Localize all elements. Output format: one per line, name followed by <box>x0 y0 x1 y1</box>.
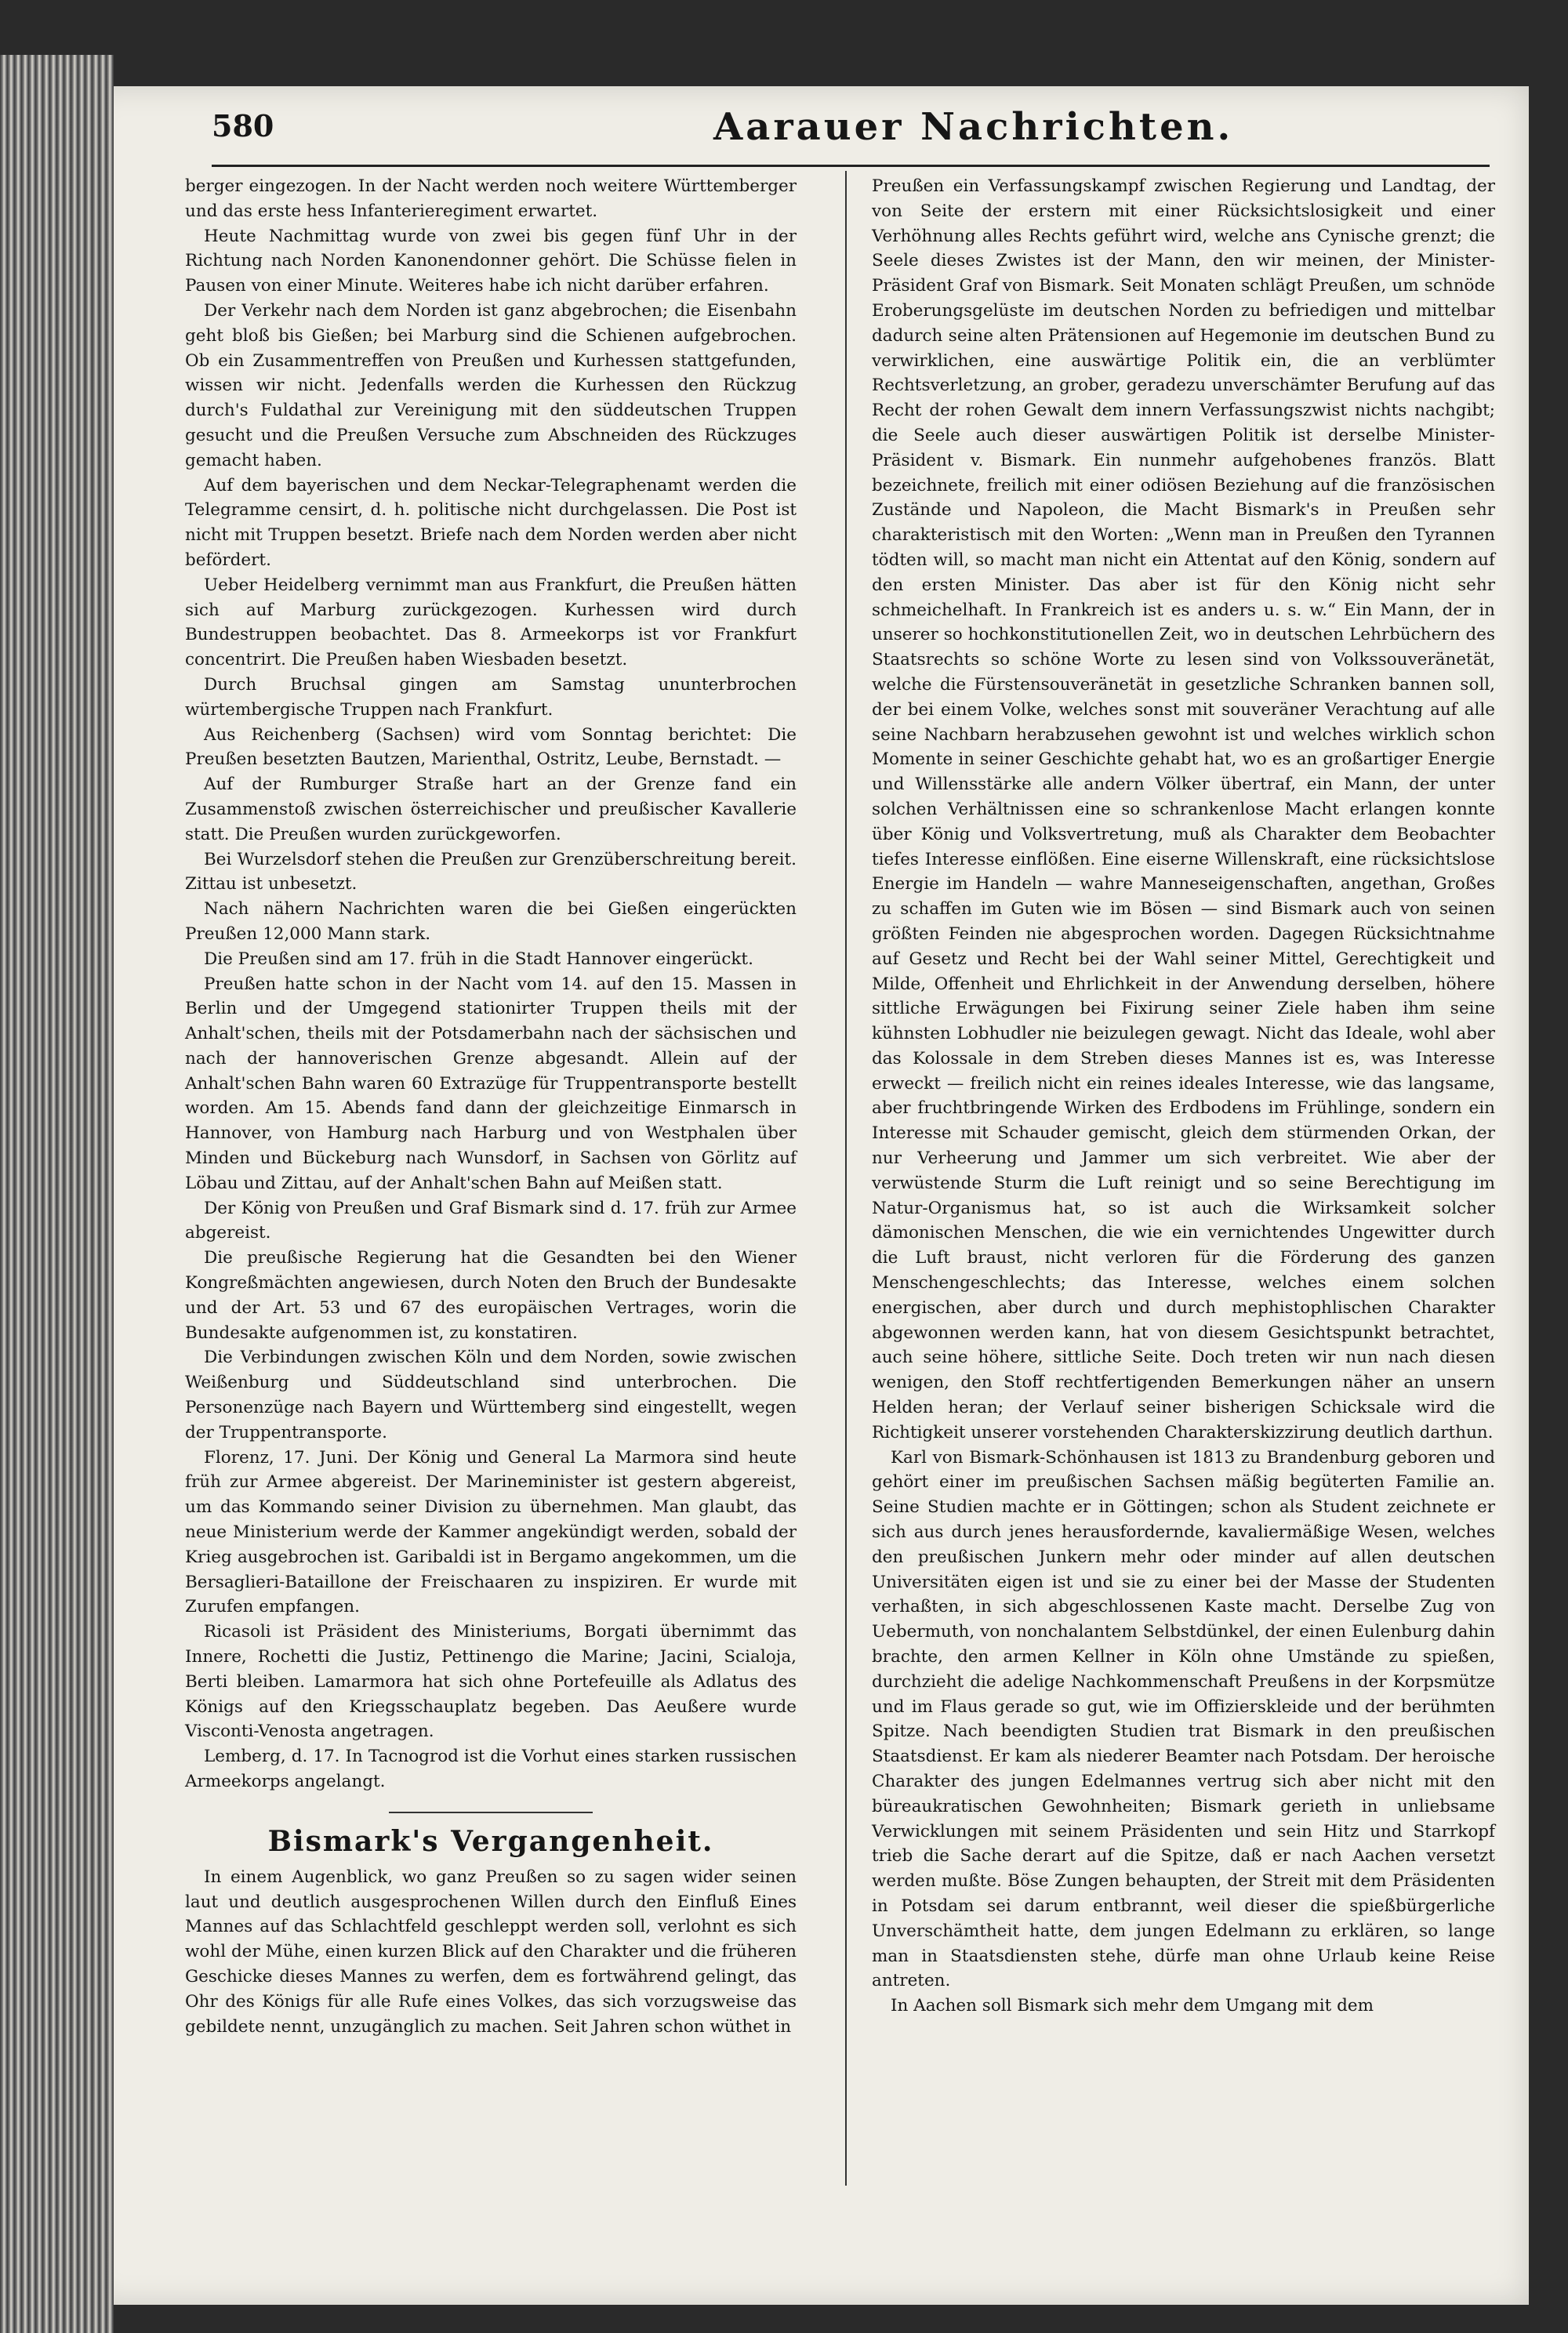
article-paragraph: Lemberg, d. 17. In Tacnogrod ist die Vorhut eines starken russischen Armeekorps angelangt. <box>185 1747 797 1791</box>
page-number: 580 <box>212 108 274 143</box>
article-paragraph: Auf dem bayerischen und dem Neckar-Telegraphenamt werden die Telegramme censirt, d. h. politische nicht durchgelassen. Die Post ist nicht mit Truppen besetzt. Briefe nach dem Norden werden aber nicht befördert. <box>185 475 797 570</box>
column-divider <box>845 171 847 2186</box>
article-paragraph: berger eingezogen. In der Nacht werden noch weitere Württemberger und das erste hess Infanterieregiment erwartet. <box>185 176 797 221</box>
article-paragraph: Durch Bruchsal gingen am Samstag ununterbrochen würtembergische Truppen nach Frankfurt. <box>185 674 797 720</box>
section-title: Bismark's Vergangenheit. <box>267 1824 714 1858</box>
article-paragraph: Die Verbindungen zwischen Köln und dem Norden, sowie zwischen Weißenburg und Süddeutschland sind unterbrochen. Die Personenzüge nach Bayern und Württemberg sind eingestellt, wegen der Truppentransporte. <box>185 1348 797 1442</box>
article-paragraph: Die preußische Regierung hat die Gesandten bei den Wiener Kongreßmächten angewiesen, durch Noten den Bruch der Bundesakte und der Art. 53 und 67 des europäischen Vertrages, worin die Bundesakte aufgenommen ist, zu konstatiren. <box>185 1248 797 1343</box>
article-paragraph: Nach nähern Nachrichten waren die bei Gießen eingerückten Preußen 12,000 Mann stark. <box>185 899 797 944</box>
article-paragraph: Der König von Preußen und Graf Bismark sind d. 17. früh zur Armee abgereist. <box>185 1198 797 1243</box>
article-paragraph: Die Preußen sind am 17. früh in die Stadt Hannover eingerückt. <box>204 949 753 969</box>
page-header <box>212 105 1466 171</box>
article-paragraph: Karl von Bismark-Schönhausen ist 1813 zu Brandenburg geboren und gehört einer im preußischen Sachsen mäßig begüterten Familie an. Seine Studien machte er in Göttingen; schon als Student zeichnete er sich aus durch jenes herausfordernde, kavaliermäßige Wesen, welches den preußischen Junkern mehr oder minder auf allen deutschen Universitäten eigen ist und sie zu einer bei der Masse der Studenten verhaßten, in sich abgeschlossenen Kaste macht. Derselbe Zug von Uebermuth, von nonchalantem Selbstdünkel, der einen Eulenburg dahin brachte, den armen Kellner in Köln ohne Umstände zu spießen, durchzieht die adelige Nachkommenschaft Preußens in der Korpsmütze und im Flaus gerade so gut, wie im Offizierskleide und der berühmten Spitze. Nach beendigten Studien trat Bismark in den preußischen Staatsdienst. Er kam als niederer Beamter nach Potsdam. Der heroische Charakter des jungen Edelmannes vertrug sich aber nicht mit den büreaukratischen Gewohnheiten; Bismark gerieth in unliebsame Verwicklungen mit seinem Präsidenten und sein Hitz und Starrkopf trieb die Sache derart auf die Spitze, daß er nach Aachen versetzt werden mußte. Böse Zungen behaupten, der Streit mit dem Präsidenten in Potsdam sei darum entbrannt, weil dieser die spießbürgerliche Unverschämtheit hatte, dem jungen Edelmann zu erklären, so lange man in Staatsdiensten stehe, dürfe man ohne Urlaub keine Reise antreten. <box>872 1447 1495 1991</box>
section-paragraph: In einem Augenblick, wo ganz Preußen so zu sagen wider seinen laut und deutlich ausgesprochenen Willen durch den Einfluß Eines Mannes auf das Schlachtfeld geschleppt werden soll, verlohnt es sich wohl der Mühe, einen kurzen Blick auf den Charakter und die früheren Geschicke dieses Mannes zu werfen, dem es fortwährend gelingt, das Ohr des Königs für alle Rufe eines Volkes, das sich vorzugsweise das gebildete nennt, unzugänglich zu machen. Seit Jahren schon wüthet in <box>185 1867 797 2037</box>
article-paragraph: Preußen ein Verfassungskampf zwischen Regierung und Landtag, der von Seite der erstern mit einer Rücksichtslosigkeit und einer Verhöhnung alles Rechts geführt wird, welche ans Cynische grenzt; die Seele dieses Zwistes ist der Mann, den wir meinen, der Minister-Präsident Graf von Bismark. Seit Monaten schlägt Preußen, um schnöde Eroberungsgelüste im deutschen Norden zu befriedigen und mittelbar dadurch seine alten Prätensionen auf Hegemonie im deutschen Bund zu verwirklichen, eine auswärtige Politik ein, die an verblümter Rechtsverletzung, an grober, geradezu unverschämter Berufung auf das Recht der rohen Gewalt dem innern Verfassungszwist nichts nachgibt; die Seele auch dieser auswärtigen Politik ist derselbe Minister-Präsident v. Bismark. Ein nunmehr aufgehobenes französ. Blatt bezeichnete, freilich mit einer odiösen Beziehung auf die französischen Zustände und Napoleon, die Macht Bismark's in Preußen sehr charakteristisch mit den Worten: „Wenn man in Preußen den Tyrannen tödten will, so macht man nicht ein Attentat auf den König, sondern auf den ersten Minister. Das aber ist für den König nicht sehr schmeichelhaft. In Frankreich ist es anders u. s. w.“ Ein Mann, der in unserer so hochkonstitutionellen Zeit, wo in deutschen Lehrbüchern des Staatsrechts so schöne Worte zu lesen sind von Volkssouveränetät, welche die Fürstensouveränetät in gesetzliche Schranken bannen soll, der bei einem Volke, welches sonst mit souveräner Verachtung auf alle seine Nachbarn herabzusehen gewohnt ist und welches wirklich schon Momente in seiner Geschichte gehabt hat, wo es an großartiger Energie und Willensstärke alle andern Völker übertraf, ein Mann, der unter solchen Verhältnissen eine so schrankenlose Macht erlangen konnte über König und Volksvertretung, muß als Charakter dem Beobachter tiefes Interesse einflößen. Eine eiserne Willenskraft, eine rücksichtslose Energie im Handeln — wahre Manneseigenschaften, angethan, Großes zu schaffen im Guten wie im Bösen — sind Bismark auch von seinen größten Feinden nie abgesprochen worden. Dagegen Rücksichtnahme auf Gesetz und Recht bei der Wahl seiner Mittel, Gerechtigkeit und Milde, Offenheit und Ehrlichkeit in der Anwendung derselben, höhere sittliche Erwägungen bei Fixirung seiner Ziele haben ihm seine kühnsten Lobhudler nie beizulegen gewagt. Nicht das Ideale, wohl aber das Kolossale in dem Streben dieses Mannes ist es, was Interesse erweckt — freilich nicht ein reines ideales Interesse, wie das langsame, aber fruchtbringende Wirken des Erdbodens im Frühlinge, sondern ein Interesse mit Schauder gemischt, gleich dem stürmenden Orkan, der nur Verheerung und Jammer um sich verbreitet. Wie aber der verwüstende Sturm die Luft reinigt und so seine Berechtigung im Natur-Organismus hat, so ist auch die Wirksamkeit solcher dämonischen Menschen, die wie ein vernichtendes Ungewitter durch die Luft braust, nicht verloren für die Förderung des ganzen Menschengeschlechts; das Interesse, welches einem solchen energischen, aber durch und durch mephistophlischen Charakter abgewonnen werden kann, hat von diesem Gesichtspunkt betrachtet, auch seine höhere, sittliche Seite. Doch treten wir nun nach diesen wenigen, den Stoff rechtfertigenden Bemerkungen näher an unsern Helden heran; der Verlauf seiner bisherigen Schicksale wird die Richtigkeit unserer vorstehenden Charakterskizzirung deutlich darthun. <box>872 176 1495 1442</box>
article-paragraph: Auf der Rumburger Straße hart an der Grenze fand ein Zusammenstoß zwischen österreichischer und preußischer Kavallerie statt. Die Preußen wurden zurückgeworfen. <box>185 775 797 844</box>
article-paragraph: Der Verkehr nach dem Norden ist ganz abgebrochen; die Eisenbahn geht bloß bis Gießen; bei Marburg sind die Schienen aufgebrochen. Ob ein Zusammentreffen von Preußen und Kurhessen stattgefunden, wissen wir nicht. Jedenfalls werden die Kurhessen den Rückzug durch's Fuldathal zur Vereinigung mit den süddeutschen Truppen gesucht und die Preußen Versuche zum Abschneiden des Rückzuges gemacht haben. <box>185 300 797 470</box>
book-gutter <box>0 55 114 2333</box>
article-paragraph: In Aachen soll Bismark sich mehr dem Umgang mit dem <box>891 1996 1374 2016</box>
section-divider <box>389 1812 593 1813</box>
article-paragraph: Ueber Heidelberg vernimmt man aus Frankfurt, die Preußen hätten sich auf Marburg zurückgezogen. Kurhessen wird durch Bundestruppen beobachtet. Das 8. Armeekorps ist vor Frankfurt concentrirt. Die Preußen haben Wiesbaden besetzt. <box>185 575 797 670</box>
right-column <box>872 174 1495 2165</box>
article-paragraph: Preußen hatte schon in der Nacht vom 14. auf den 15. Massen in Berlin und der Umgegend stationirter Truppen theils mit der Anhalt'schen, theils mit der Potsdamerbahn nach der sächsischen und nach der hannoverischen Grenze abgesandt. Allein auf der Anhalt'schen Bahn waren 60 Extrazüge für Truppentransporte bestellt worden. Am 15. Abends fand dann der gleichzeitige Einmarsch in Hannover, von Hamburg nach Harburg und von Westphalen über Minden und Bückeburg nach Wunsdorf, in Sachsen von Görlitz auf Löbau und Zittau, auf der Anhalt'schen Bahn auf Meißen statt. <box>185 974 797 1193</box>
header-rule <box>212 165 1490 167</box>
article-paragraph: Aus Reichenberg (Sachsen) wird vom Sonntag berichtet: Die Preußen besetzten Bautzen, Marienthal, Ostritz, Leube, Bernstadt. — <box>185 724 797 770</box>
article-paragraph: Bei Wurzelsdorf stehen die Preußen zur Grenzüberschreitung bereit. Zittau ist unbesetzt. <box>185 849 797 894</box>
masthead-title: Aarauer Nachrichten. <box>713 105 1234 149</box>
article-paragraph: Ricasoli ist Präsident des Ministeriums, Borgati übernimmt das Innere, Rochetti die Justiz, Pettinengo die Marine; Jacini, Scialoja, Berti bleiben. Lamarmora hat sich ohne Portefeuille als Adlatus des Königs auf den Kriegsschauplatz begeben. Das Aeußere wurde Visconti-Venosta angetragen. <box>185 1622 797 1742</box>
article-paragraph: Florenz, 17. Juni. Der König und General La Marmora sind heute früh zur Armee abgereist. Der Marineminister ist gestern abgereist, um das Kommando seiner Division zu übernehmen. Man glaubt, das neue Ministerium werde der Kammer angekündigt werden, sobald der Krieg ausgebrochen ist. Garibaldi ist in Bergamo angekommen, um die Bersaglieri-Bataillone der Freischaaren zu inspiziren. Er wurde mit Zurufen empfangen. <box>185 1447 797 1617</box>
article-paragraph: Heute Nachmittag wurde von zwei bis gegen fünf Uhr in der Richtung nach Norden Kanonendonner gehört. Die Schüsse fielen in Pausen von einer Minute. Weiteres habe ich nicht darüber erfahren. <box>185 226 797 296</box>
left-column <box>185 174 797 2181</box>
